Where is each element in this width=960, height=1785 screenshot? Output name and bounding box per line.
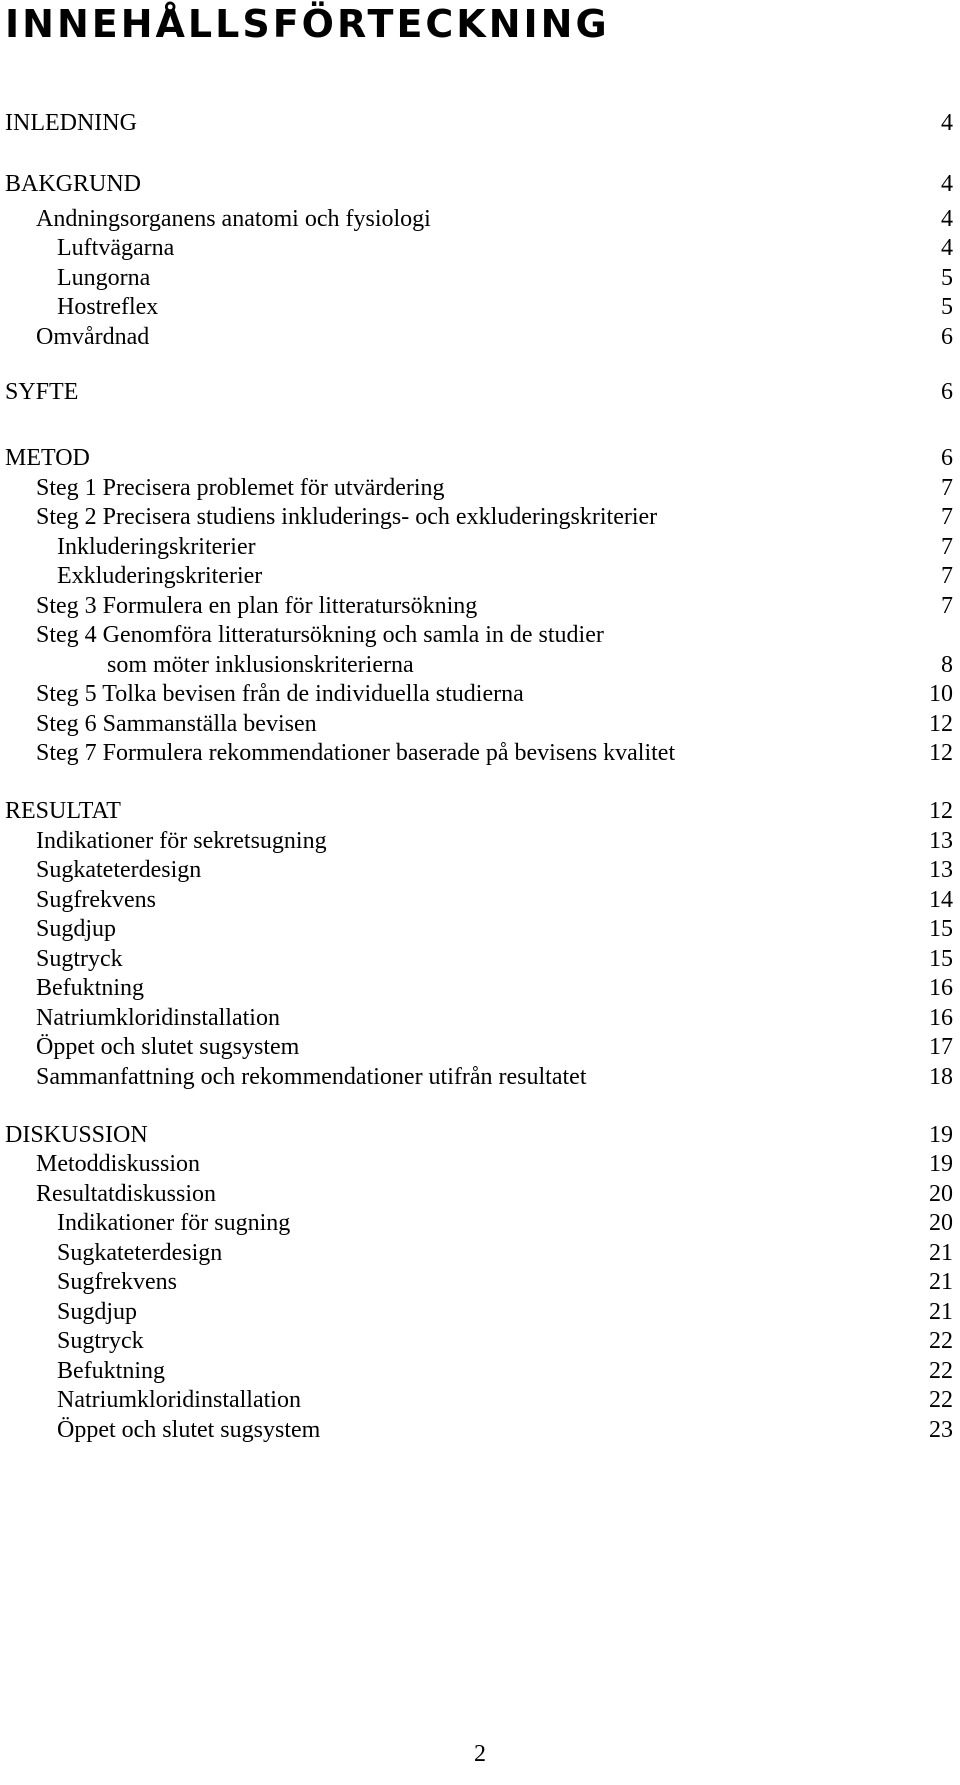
toc-entry: [0, 1383, 956, 1417]
toc-entry: [0, 441, 956, 475]
toc-entry-label: Andningsorganens anatomi och fysiologi: [36, 206, 431, 232]
toc-entry-label: Sugfrekvens: [57, 1269, 177, 1295]
toc-entry-page: 19: [929, 1122, 953, 1148]
toc-entry-label: Indikationer för sekretsugning: [36, 828, 327, 854]
toc-entry: [0, 1060, 956, 1094]
toc-entry-label: Resultatdiskussion: [36, 1181, 217, 1207]
toc-entry-label: Steg 6 Sammanställa bevisen: [36, 711, 317, 737]
toc-entry: [0, 1265, 956, 1299]
toc-entry-page: 4: [941, 235, 953, 261]
toc-entry-label: BAKGRUND: [5, 171, 142, 197]
toc-entry-page: 15: [929, 916, 953, 942]
toc-entry: [0, 736, 956, 770]
toc-entry-label: Öppet och slutet sugsystem: [36, 1034, 300, 1060]
toc-entry-label: Metoddiskussion: [36, 1151, 201, 1177]
toc-entry-label: Sugkateterdesign: [57, 1240, 223, 1266]
toc-entry-label: Öppet och slutet sugsystem: [57, 1417, 321, 1443]
toc-entry-label: Omvårdnad: [36, 324, 150, 350]
toc-entry-label: Inkluderingskriterier: [57, 534, 256, 560]
toc-entry: [0, 1030, 956, 1064]
toc-entry-page: 22: [929, 1358, 953, 1384]
toc-entry-page: 18: [929, 1064, 953, 1090]
toc-entry-page: 7: [941, 593, 953, 619]
toc-entry-label: METOD: [5, 445, 90, 471]
toc-entry-page: 7: [941, 504, 953, 530]
toc-entry: [0, 1413, 956, 1447]
toc-entry-page: 19: [929, 1151, 953, 1177]
toc-entry-page: 21: [929, 1299, 953, 1325]
toc-entry: [0, 1147, 956, 1181]
toc-entry-page: 16: [929, 975, 953, 1001]
toc-entry-page: 8: [941, 652, 953, 678]
toc-entry-page: 7: [941, 475, 953, 501]
toc-entry-label: RESULTAT: [5, 798, 121, 824]
toc-entry-page: 6: [941, 324, 953, 350]
toc-entry-label: Steg 5 Tolka bevisen från de individuella studierna: [36, 681, 524, 707]
toc-entry: [0, 1324, 956, 1358]
toc-entry: [0, 618, 956, 652]
toc-entry-label: Luftvägarna: [57, 235, 175, 261]
toc-entry-label: Befuktning: [36, 975, 144, 1001]
toc-entry-label: INLEDNING: [5, 110, 137, 136]
toc-entry-label: Hostreflex: [57, 294, 159, 320]
toc-entry-label: Natriumkloridinstallation: [57, 1387, 301, 1413]
page-number: 2: [474, 1741, 486, 1767]
toc-entry: [0, 167, 956, 201]
toc-entry-label: Steg 4 Genomföra litteratursökning och samla in de studier: [36, 622, 604, 648]
toc-entry: [0, 853, 956, 887]
toc-entry-label: Sugfrekvens: [36, 887, 156, 913]
toc-entry-label: Natriumkloridinstallation: [36, 1005, 280, 1031]
toc-entry: [0, 912, 956, 946]
toc-entry-label: Sugtryck: [57, 1328, 144, 1354]
toc-entry-page: 10: [929, 681, 953, 707]
toc-entry-label: Sammanfattning och rekommendationer utifrån resultatet: [36, 1064, 587, 1090]
toc-entry: [0, 677, 956, 711]
toc-entry-label: Lungorna: [57, 265, 151, 291]
toc-entry-label: DISKUSSION: [5, 1122, 148, 1148]
toc-entry-page: 7: [941, 563, 953, 589]
toc-entry-page: 4: [941, 171, 953, 197]
toc-entry-label: som möter inklusionskriterierna: [107, 652, 414, 678]
toc-entry-page: 12: [929, 711, 953, 737]
toc-entry: [0, 1206, 956, 1240]
toc-entry: [0, 559, 956, 593]
toc-entry-page: 13: [929, 857, 953, 883]
toc-entry-page: 23: [929, 1417, 953, 1443]
toc-entry: [0, 500, 956, 534]
toc-entry-page: 7: [941, 534, 953, 560]
toc-entry-label: Steg 7 Formulera rekommendationer baserade på bevisens kvalitet: [36, 740, 676, 766]
toc-entry: [0, 375, 956, 409]
toc-entry-page: 4: [941, 110, 953, 136]
toc-entry-label: Sugdjup: [57, 1299, 138, 1325]
toc-entry-label: Steg 1 Precisera problemet för utvärdering: [36, 475, 445, 501]
toc-entry: [0, 971, 956, 1005]
toc-entry-page: 6: [941, 379, 953, 405]
toc-entry: [0, 794, 956, 828]
toc-entry-page: 14: [929, 887, 953, 913]
toc-entry-page: 21: [929, 1269, 953, 1295]
toc-entry-page: 16: [929, 1005, 953, 1031]
toc-entry: [0, 106, 956, 140]
toc-entry-label: Exkluderingskriterier: [57, 563, 263, 589]
toc-entry-page: 22: [929, 1328, 953, 1354]
toc-entry-page: 12: [929, 740, 953, 766]
toc-entry-page: 5: [941, 265, 953, 291]
toc-entry-label: Befuktning: [57, 1358, 165, 1384]
toc-entry-page: 12: [929, 798, 953, 824]
toc-entry: [0, 320, 956, 354]
toc-entry-page: 20: [929, 1210, 953, 1236]
toc-entry-label: Steg 2 Precisera studiens inkluderings- och exkluderingskriterier: [36, 504, 658, 530]
toc-entry-label: Indikationer för sugning: [57, 1210, 291, 1236]
toc-entry-label: SYFTE: [5, 379, 79, 405]
toc-entry-label: Sugkateterdesign: [36, 857, 202, 883]
toc-entry: [0, 231, 956, 265]
toc-entry-page: 6: [941, 445, 953, 471]
toc-entry-label: Steg 3 Formulera en plan för litteratursökning: [36, 593, 478, 619]
toc-entry-page: 13: [929, 828, 953, 854]
toc-entry-page: 17: [929, 1034, 953, 1060]
toc-entry-page: 21: [929, 1240, 953, 1266]
toc-entry-page: 15: [929, 946, 953, 972]
toc-entry-page: 22: [929, 1387, 953, 1413]
toc-entry-label: Sugdjup: [36, 916, 117, 942]
toc-entry-page: 4: [941, 206, 953, 232]
page-title: INNEHÅLLSFÖRTECKNING: [5, 2, 610, 46]
toc-entry: [0, 290, 956, 324]
toc-entry-label: Sugtryck: [36, 946, 123, 972]
toc-entry-page: 5: [941, 294, 953, 320]
toc-entry-page: 20: [929, 1181, 953, 1207]
